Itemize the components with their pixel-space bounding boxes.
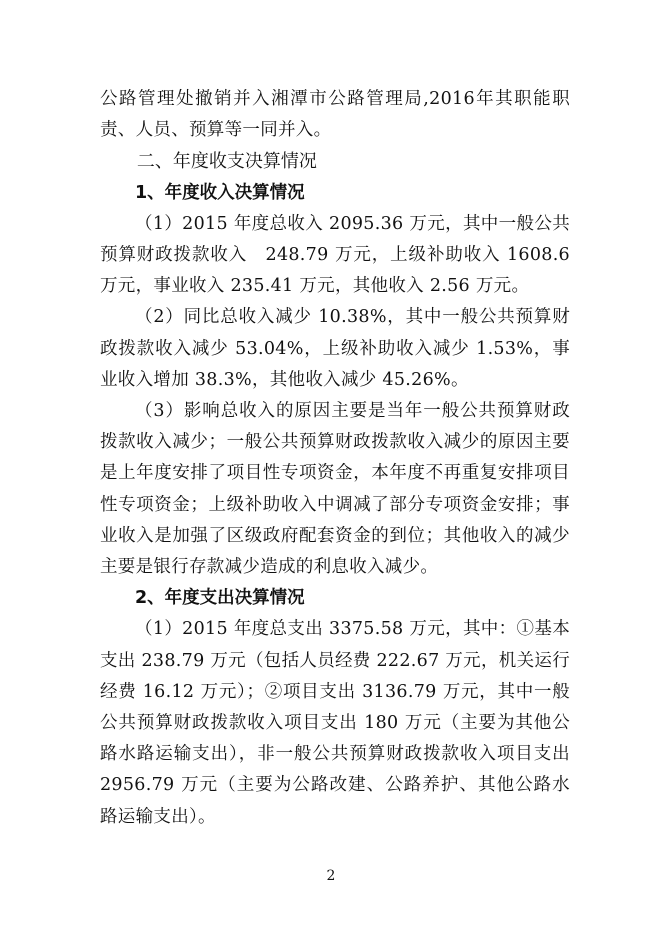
income-heading: 1、年度收入决算情况 bbox=[135, 182, 305, 203]
page-number: 2 bbox=[326, 868, 336, 884]
intro-paragraph: 公路管理处撤销并入湘潭市公路管理局,2016年其职能职责、人员、预算等一同并入。 bbox=[100, 89, 570, 141]
expenditure-heading: 2、年度支出决算情况 bbox=[135, 588, 305, 609]
section-heading: 二、年度收支决算情况 bbox=[136, 151, 317, 173]
income-paragraph-3: （3）影响总收入的原因主要是当年一般公共预算财政拨款收入减少；一般公共预算财政拨款收入减少的原因主要是上年度安排了项目性专项资金，本年度不再重复安排项目性专项资金；上级补助收入中调减了部分专项资金安排；事业收入是加强了区级政府配套资金的到位；其他收入的减少主要是银行存款减少造成的利息收入减少。 bbox=[100, 401, 570, 578]
income-paragraph-1: （1）2015 年度总收入 2095.36 万元，其中一般公共预算财政拨款收入 248.79 万元，上级补助收入 1608.6 万元，事业收入 235.41 万元，其他收入 2.56 万元。 bbox=[100, 213, 570, 297]
income-paragraph-2: （2）同比总收入减少 10.38%，其中一般公共预算财政拨款收入减少 53.04%，上级补助收入减少 1.53%，事业收入增加 38.3%，其他收入减少 45.26%。 bbox=[100, 307, 570, 390]
document-body bbox=[100, 84, 570, 833]
expenditure-paragraph-1: （1）2015 年度总支出 3375.58 万元，其中：①基本支出 238.79 万元（包括人员经费 222.67 万元，机关运行经费 16.12 万元）；②项目支出 3136.79 万元，其中一般公共预算财政拨款收入项目支出 180 万元（主要为其他公路水路运输支出），非一般公共预算财政拨款收入项目支出 2956.79 万元（主要为公路改建、公路养护、其他公路水路运输支出）。 bbox=[100, 619, 570, 827]
